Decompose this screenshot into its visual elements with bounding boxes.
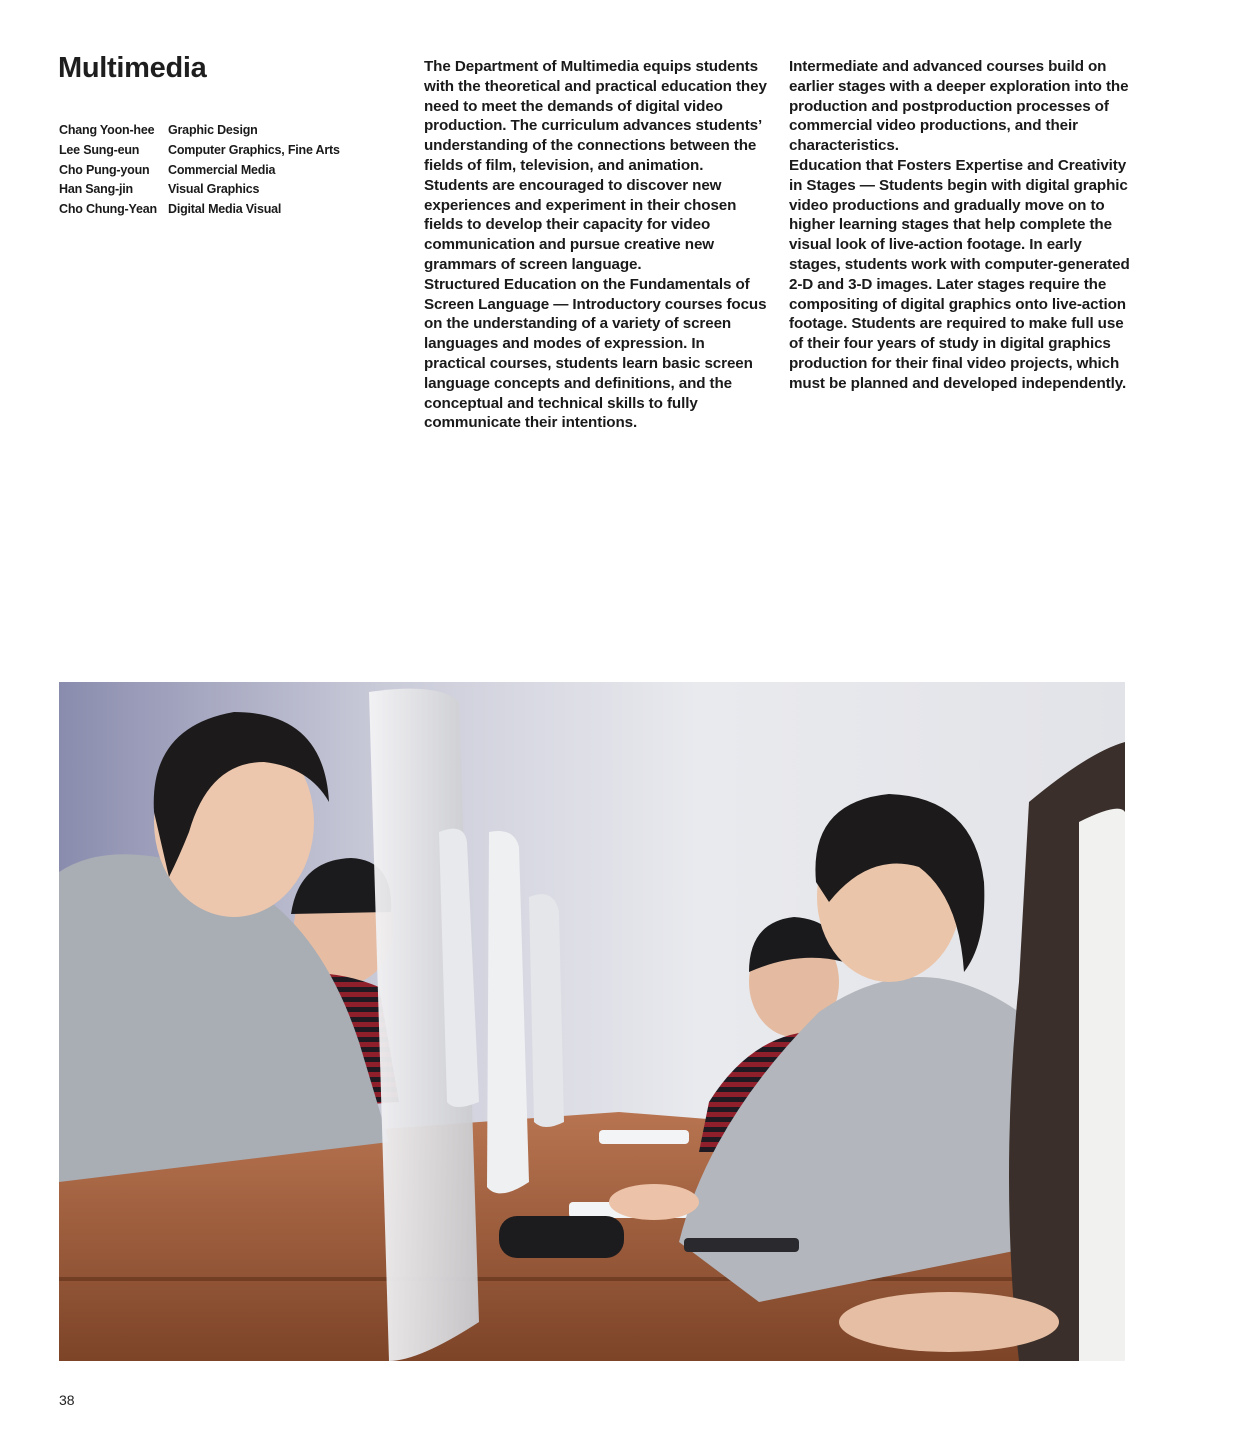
faculty-name: Han Sang-jin [59,182,133,197]
intro-paragraph: Intermediate and advanced courses build on earlier stages with a deeper exploration into the production and postproduction processes of commercial video productions, and their characteristics. [789,58,1129,155]
monitor-3 [529,894,564,1127]
faculty-field: Digital Media Visual [168,202,282,217]
faculty-row [59,180,340,200]
page-title: Multimedia [58,52,207,84]
faculty-row [59,161,340,181]
intro-paragraph: The Department of Multimedia equips students with the theoretical and practical education they need to meet the demands of digital video production. The curriculum advances students’ understanding of the connections between the fields of film, television, and animation. Students are encouraged to discover new experiences and experiment in their chosen fields to develop their capacity for video communication and pursue creative new grammars of screen language. [424,58,767,273]
faculty-field: Commercial Media [168,162,276,177]
student-right-hand [609,1184,699,1220]
classroom-photo [59,682,1125,1361]
faculty-row [59,141,340,161]
faculty-name: Chang Yoon-hee [59,123,155,137]
faculty-name: Cho Pung-youn [59,162,150,177]
faculty-name: Lee Sung-eun [59,142,140,157]
desk-edge [59,1277,1125,1281]
faculty-row [59,121,340,141]
faculty-field: Graphic Design [168,123,258,137]
classroom-photo-illustration [59,682,1125,1361]
section-paragraph: Structured Education on the Fundamentals of Screen Language — Introductory courses focus on the understanding of a variety of screen languages and modes of expression. In practical courses, students learn basic screen language concepts and definitions, and the conceptual and technical skills to fully communicate their intentions. [424,275,767,432]
phone [684,1238,799,1252]
foreground-figure-shirt [1079,809,1125,1361]
keyboard-back [599,1130,689,1144]
pencil-case [499,1216,624,1258]
foreground-hand [839,1292,1059,1352]
faculty-list [59,121,340,220]
body-column-2 [789,57,1135,394]
section-paragraph: Education that Fosters Expertise and Creativity in Stages — Students begin with digital graphic video productions and gradually move on to higher learning stages that help complete the visual look of live-action footage. In early stages, students work with computer-generated 2-D and 3-D images. Later stages require the compositing of digital graphics onto live-action footage. Students are required to make full use of their four years of study in digital graphics production for their final video projects, which must be planned and developed independently. [789,156,1130,392]
faculty-field: Computer Graphics, Fine Arts [168,142,340,157]
body-column-1 [424,57,770,433]
page-number: 38 [59,1392,75,1408]
faculty-row [59,200,340,220]
faculty-field: Visual Graphics [168,182,260,197]
faculty-name: Cho Chung-Yean [59,202,157,217]
